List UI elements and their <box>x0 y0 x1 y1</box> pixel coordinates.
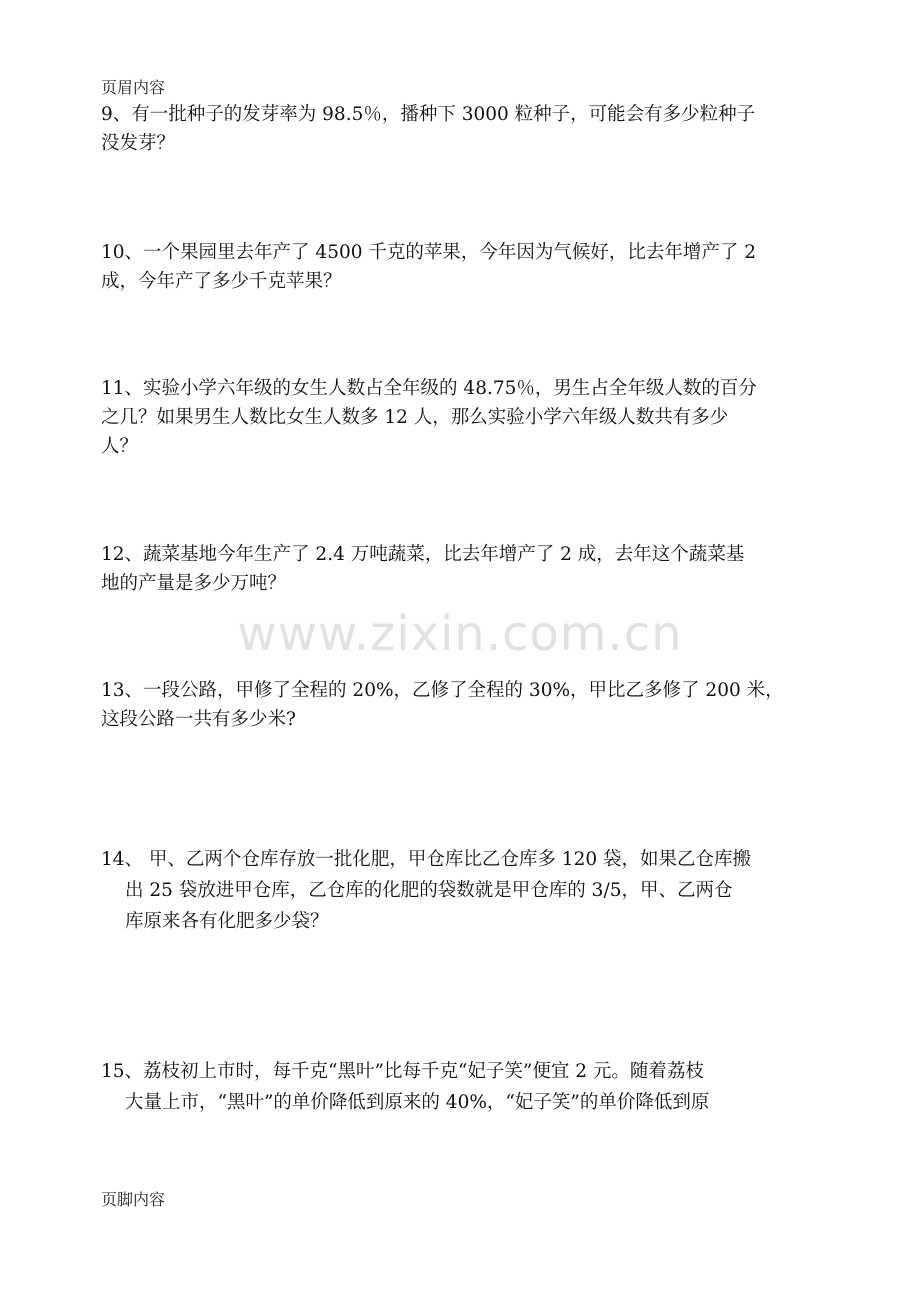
question-line: 库原来各有化肥多少袋？ <box>125 911 329 932</box>
question-14 <box>101 844 823 937</box>
question-15 <box>101 1056 823 1118</box>
question-line: 这段公路一共有多少米? <box>101 709 296 730</box>
page-footer: 页脚内容 <box>101 1190 166 1209</box>
question-line: 地的产量是多少万吨？ <box>101 573 287 594</box>
question-line: 人？ <box>101 436 139 457</box>
watermark: www.zixin.com.cn <box>237 606 683 662</box>
question-line: 14、 甲、乙两个仓库存放一批化肥，甲仓库比乙仓库多 120 袋，如果乙仓库搬 <box>101 849 751 870</box>
question-11 <box>101 374 823 461</box>
question-10 <box>101 238 823 296</box>
question-line: 没发芽？ <box>101 133 176 154</box>
question-line: 成，今年产了多少千克苹果？ <box>101 271 342 292</box>
question-line: 出 25 袋放进甲仓库，乙仓库的化肥的袋数就是甲仓库的 3/5，甲、乙两仓 <box>125 880 733 901</box>
question-9 <box>101 100 823 158</box>
question-line: 11、实验小学六年级的女生人数占全年级的 48.75％，男生占全年级人数的百分 <box>101 378 757 399</box>
page-header: 页眉内容 <box>101 78 166 97</box>
question-line: 之几？如果男生人数比女生人数多 12 人，那么实验小学六年级人数共有多少 <box>101 407 729 428</box>
question-line: 12、蔬菜基地今年生产了 2.4 万吨蔬菜，比去年增产了 2 成，去年这个蔬菜基 <box>101 544 745 565</box>
question-line: 15、荔枝初上市时，每千克“黑叶”比每千克“妃子笑”便宜 2 元。随着荔枝 <box>101 1061 704 1082</box>
question-line: 9、有一批种子的发芽率为 98.5％，播种下 3000 粒种子，可能会有多少粒种子 <box>101 104 756 125</box>
question-line: 10、一个果园里去年产了 4500 千克的苹果，今年因为气候好，比去年增产了 2 <box>101 242 757 263</box>
question-line: 13、一段公路，甲修了全程的 20%，乙修了全程的 30%，甲比乙多修了 200 米， <box>101 680 784 701</box>
question-12 <box>101 540 823 598</box>
question-13 <box>101 676 823 734</box>
question-line: 大量上市，“黑叶”的单价降低到原来的 40%，“妃子笑”的单价降低到原 <box>125 1092 710 1113</box>
